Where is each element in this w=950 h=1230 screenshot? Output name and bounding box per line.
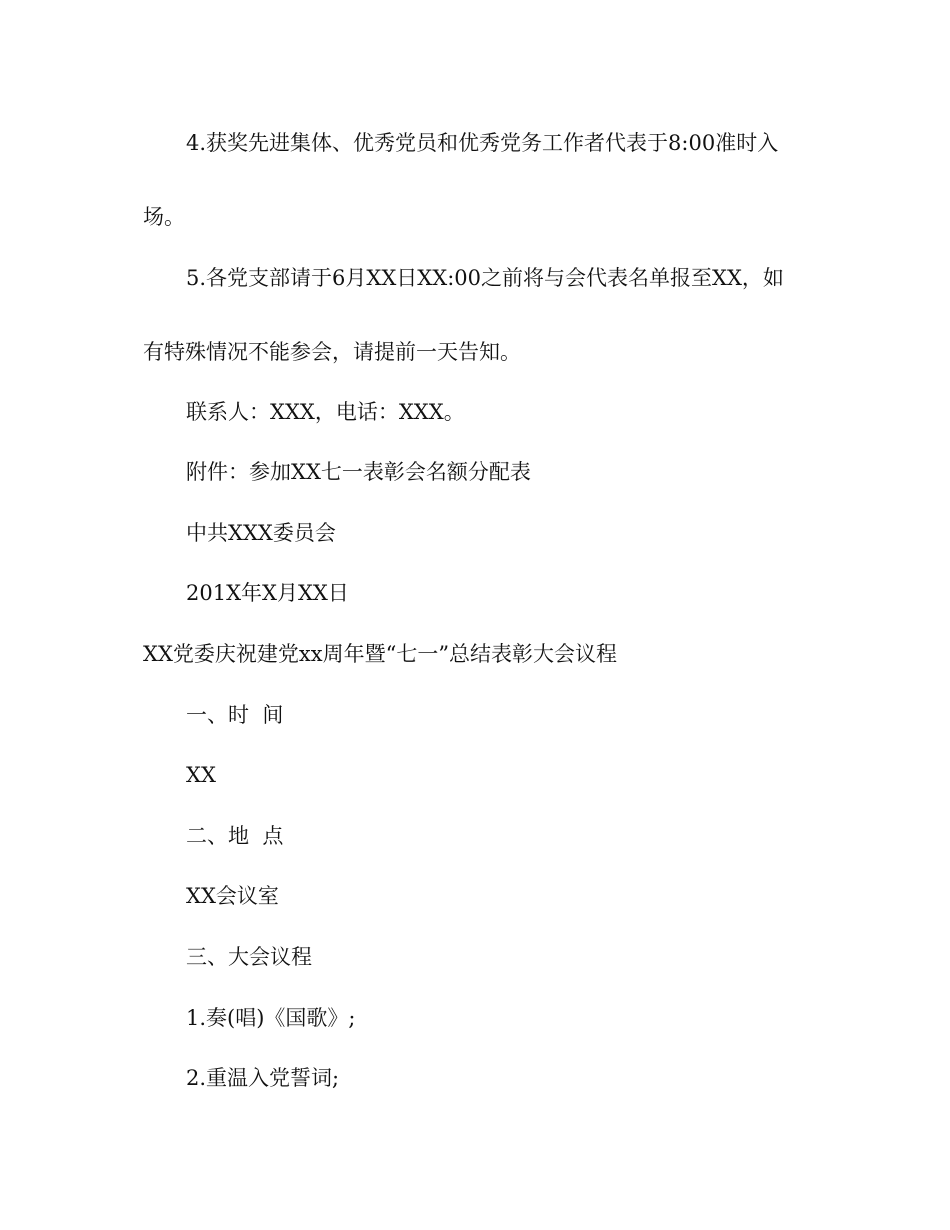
section-2-heading: 二、地 点 xyxy=(186,824,284,848)
paragraph-4-line-1: 4.获奖先进集体、优秀党员和优秀党务工作者代表于8:00准时入 xyxy=(186,131,779,155)
section-3-heading: 三、大会议程 xyxy=(186,945,312,969)
paragraph-4-line-2: 场。 xyxy=(143,205,185,229)
section-1-value: XX xyxy=(186,763,216,787)
contact-line: 联系人：XXX，电话：XXX。 xyxy=(186,400,465,424)
section-1-heading: 一、时 间 xyxy=(186,703,284,727)
agenda-title: XX党委庆祝建党xx周年暨“七一”总结表彰大会议程 xyxy=(143,642,618,666)
paragraph-5-line-2: 有特殊情况不能参会，请提前一天告知。 xyxy=(143,340,521,364)
agenda-item-2: 2.重温入党誓词; xyxy=(186,1066,340,1090)
agenda-item-1: 1.奏(唱)《国歌》; xyxy=(186,1006,356,1030)
paragraph-5-line-1: 5.各党支部请于6月XX日XX:00之前将与会代表名单报至XX，如 xyxy=(186,266,784,290)
date-line: 201X年X月XX日 xyxy=(186,581,349,605)
section-2-value: XX会议室 xyxy=(186,884,279,908)
attachment-line: 附件：参加XX七一表彰会名额分配表 xyxy=(186,460,531,484)
issuer-line: 中共XXX委员会 xyxy=(186,521,336,545)
